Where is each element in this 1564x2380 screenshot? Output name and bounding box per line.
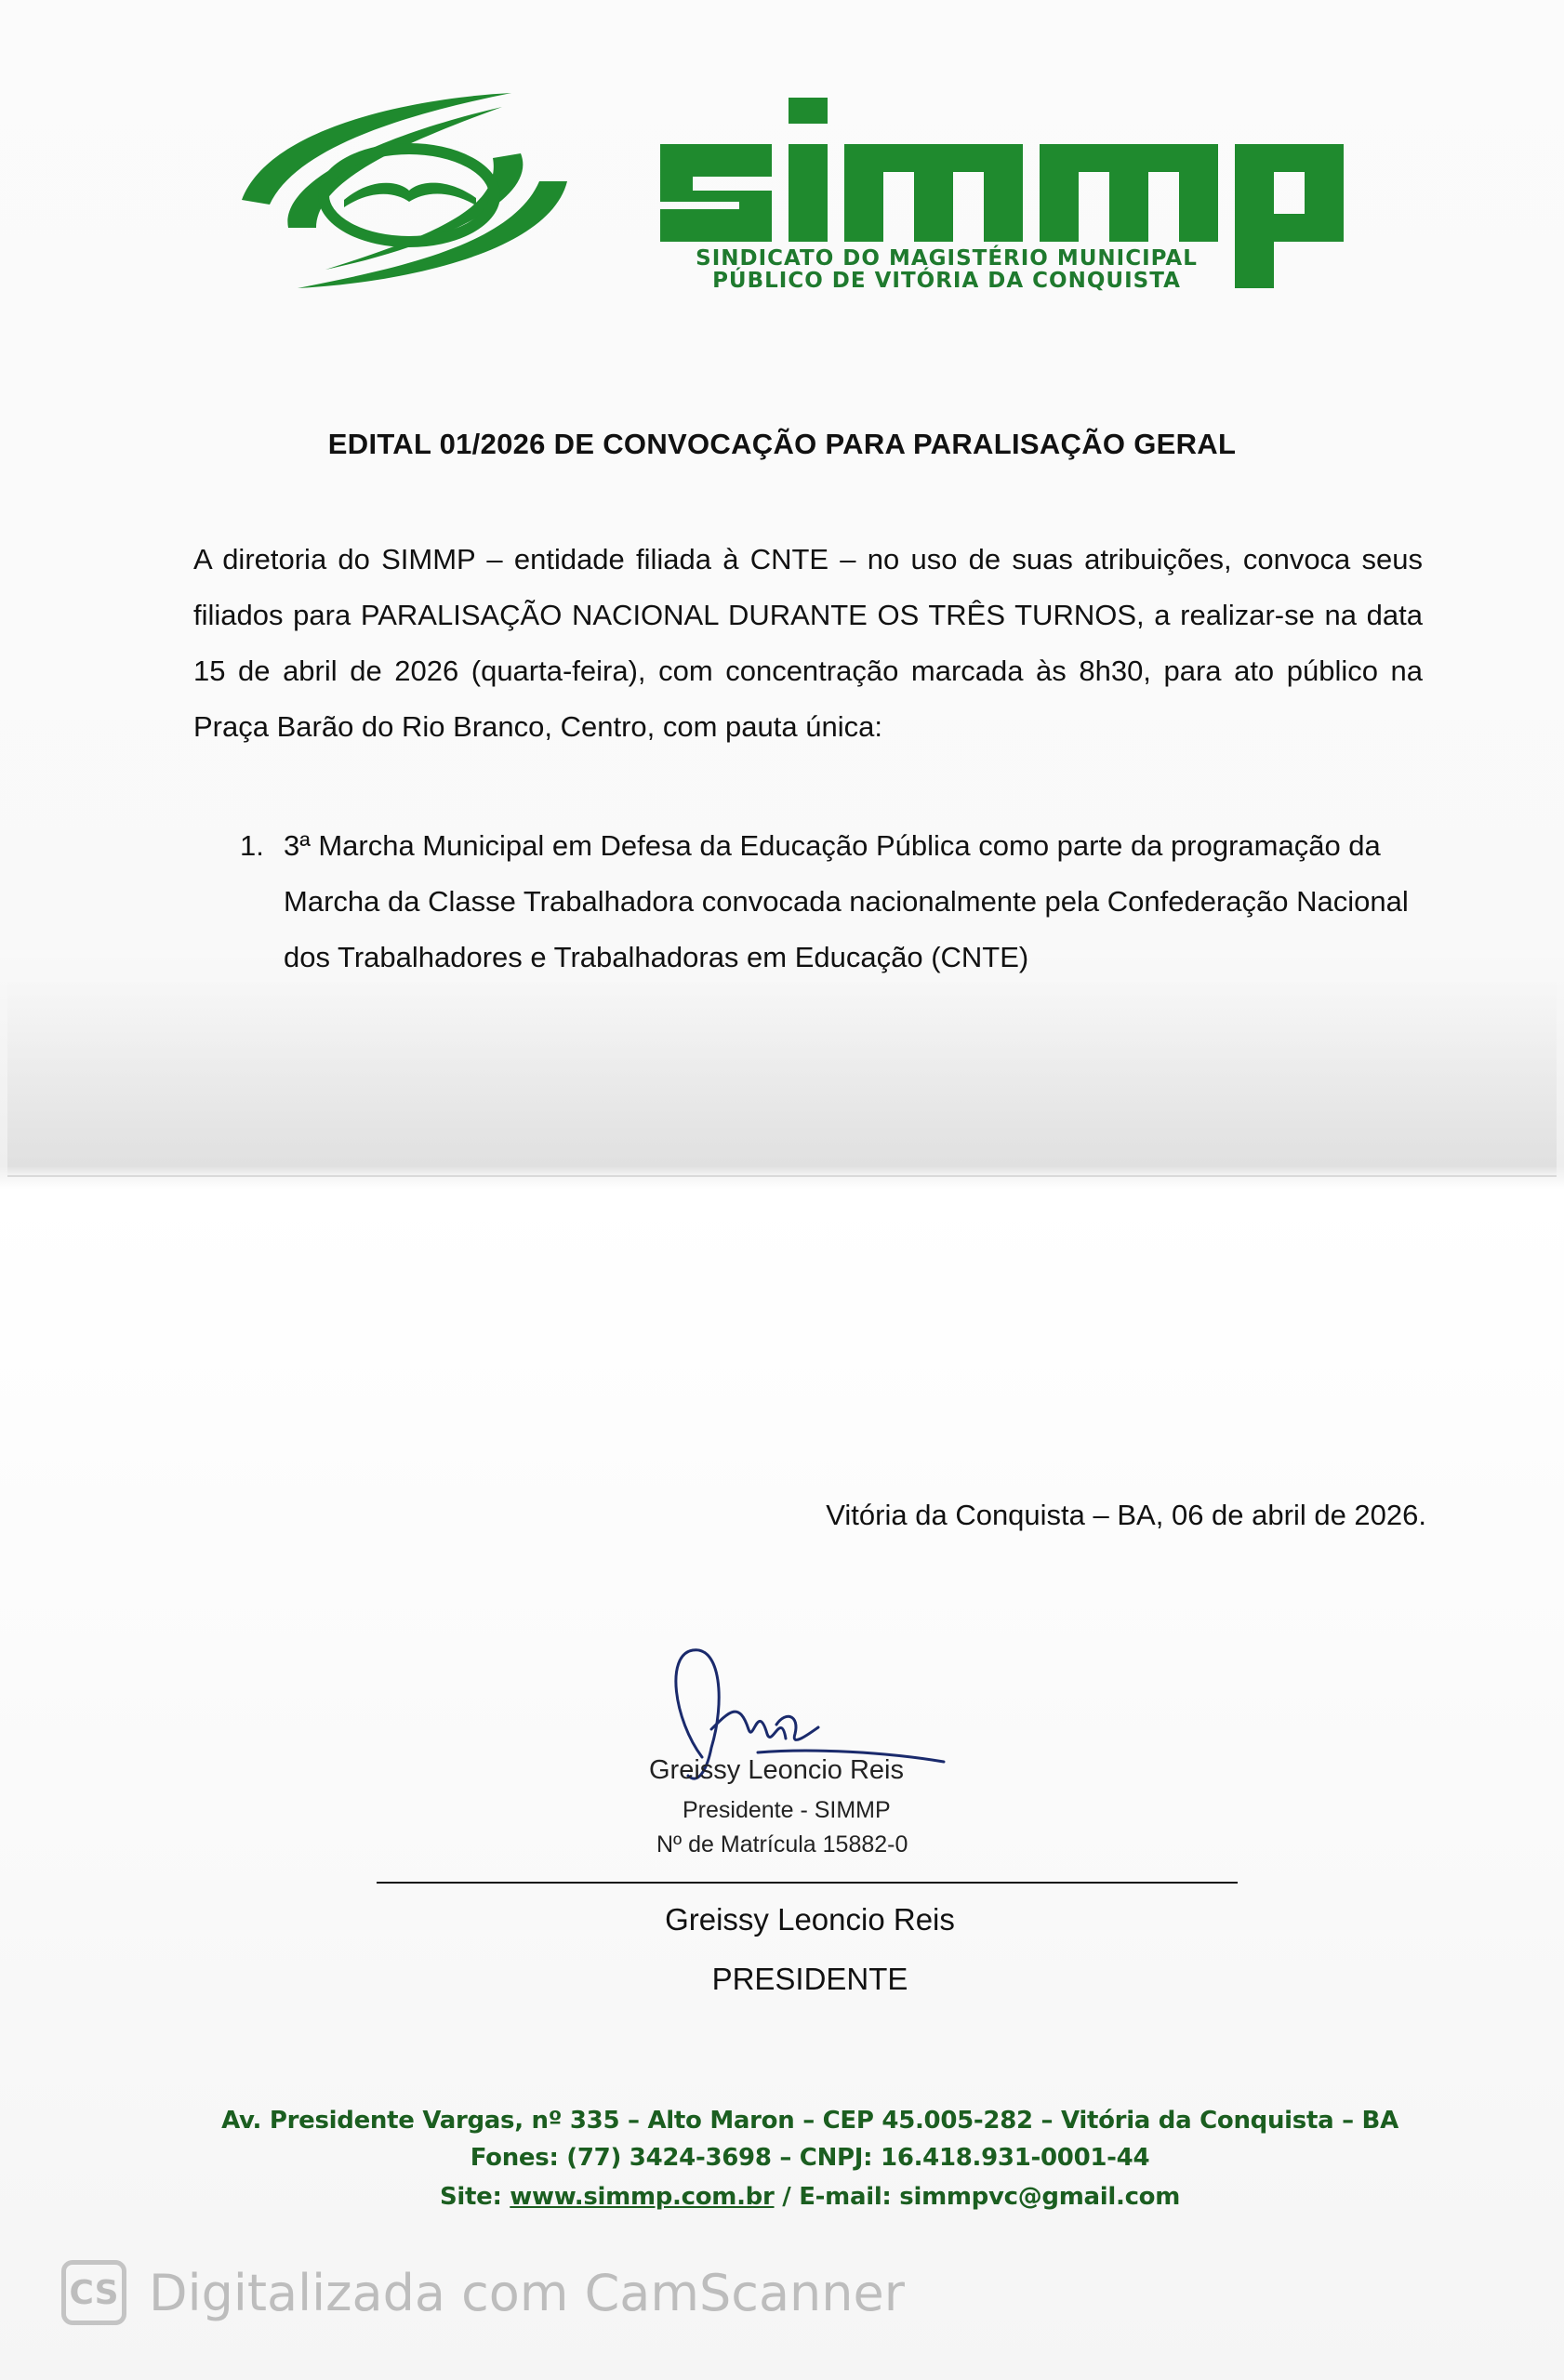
document-title: EDITAL 01/2026 DE CONVOCAÇÃO PARA PARALISAÇÃO GERAL <box>327 428 1237 460</box>
signatory-role: PRESIDENTE <box>711 1962 908 1996</box>
simmp-logo-icon <box>232 88 577 293</box>
camscanner-icon: CS <box>61 2260 126 2325</box>
signature-line <box>377 1882 1238 1884</box>
paper-fold-line <box>7 1175 1557 1177</box>
stamp-name: Greissy Leoncio Reis <box>649 1755 904 1785</box>
email-label: / E-mail: <box>774 2183 900 2211</box>
signatory-name: Greissy Leoncio Reis <box>665 1902 955 1937</box>
stamp-registration: Nº de Matrícula 15882-0 <box>656 1831 908 1858</box>
union-name-line2: PÚBLICO DE VITÓRIA DA CONQUISTA <box>712 269 1181 293</box>
camscanner-watermark <box>61 2255 905 2330</box>
email-address: simmpvc@gmail.com <box>899 2183 1181 2211</box>
paper-fold-shadow <box>7 976 1557 1176</box>
camscanner-text: Digitalizada com CamScanner <box>149 2263 905 2322</box>
list-item-text: 3ª Marcha Municipal em Defesa da Educação Pública como parte da programação da Marcha da Classe Trabalhadora convocada nacionalmente pela Confederação Nacional dos Trabalhadores e Trabalhadoras em Educação (CNTE) <box>284 829 1409 973</box>
site-link[interactable]: www.simmp.com.br <box>510 2183 775 2211</box>
convocation-paragraph: A diretoria do SIMMP – entidade filiada à CNTE – no uso de suas atribuições, convoca seus filiados para PARALISAÇÃO NACIONAL DURANTE OS TRÊS TURNOS, a realizar-se na data 15 de abril de 2026 (quarta-feira), com concentração marcada às 8h30, para ato público na Praça Barão do Rio Branco, Centro, com pauta única: <box>193 543 1423 743</box>
footer-phones: Fones: (77) 3424-3698 – CNPJ: 16.418.931-0001-44 <box>470 2144 1150 2172</box>
list-item-number: 1. <box>240 829 264 862</box>
site-label: Site: <box>439 2183 510 2211</box>
footer-contacts <box>0 2183 1564 2211</box>
stamp-role: Presidente - SIMMP <box>683 1797 891 1823</box>
union-name-line1: SINDICATO DO MAGISTÉRIO MUNICIPAL <box>696 246 1198 271</box>
footer-address: Av. Presidente Vargas, nº 335 – Alto Maron – CEP 45.005-282 – Vitória da Conquista – BA <box>221 2107 1398 2135</box>
date-line: Vitória da Conquista – BA, 06 de abril de 2026. <box>826 1499 1426 1531</box>
